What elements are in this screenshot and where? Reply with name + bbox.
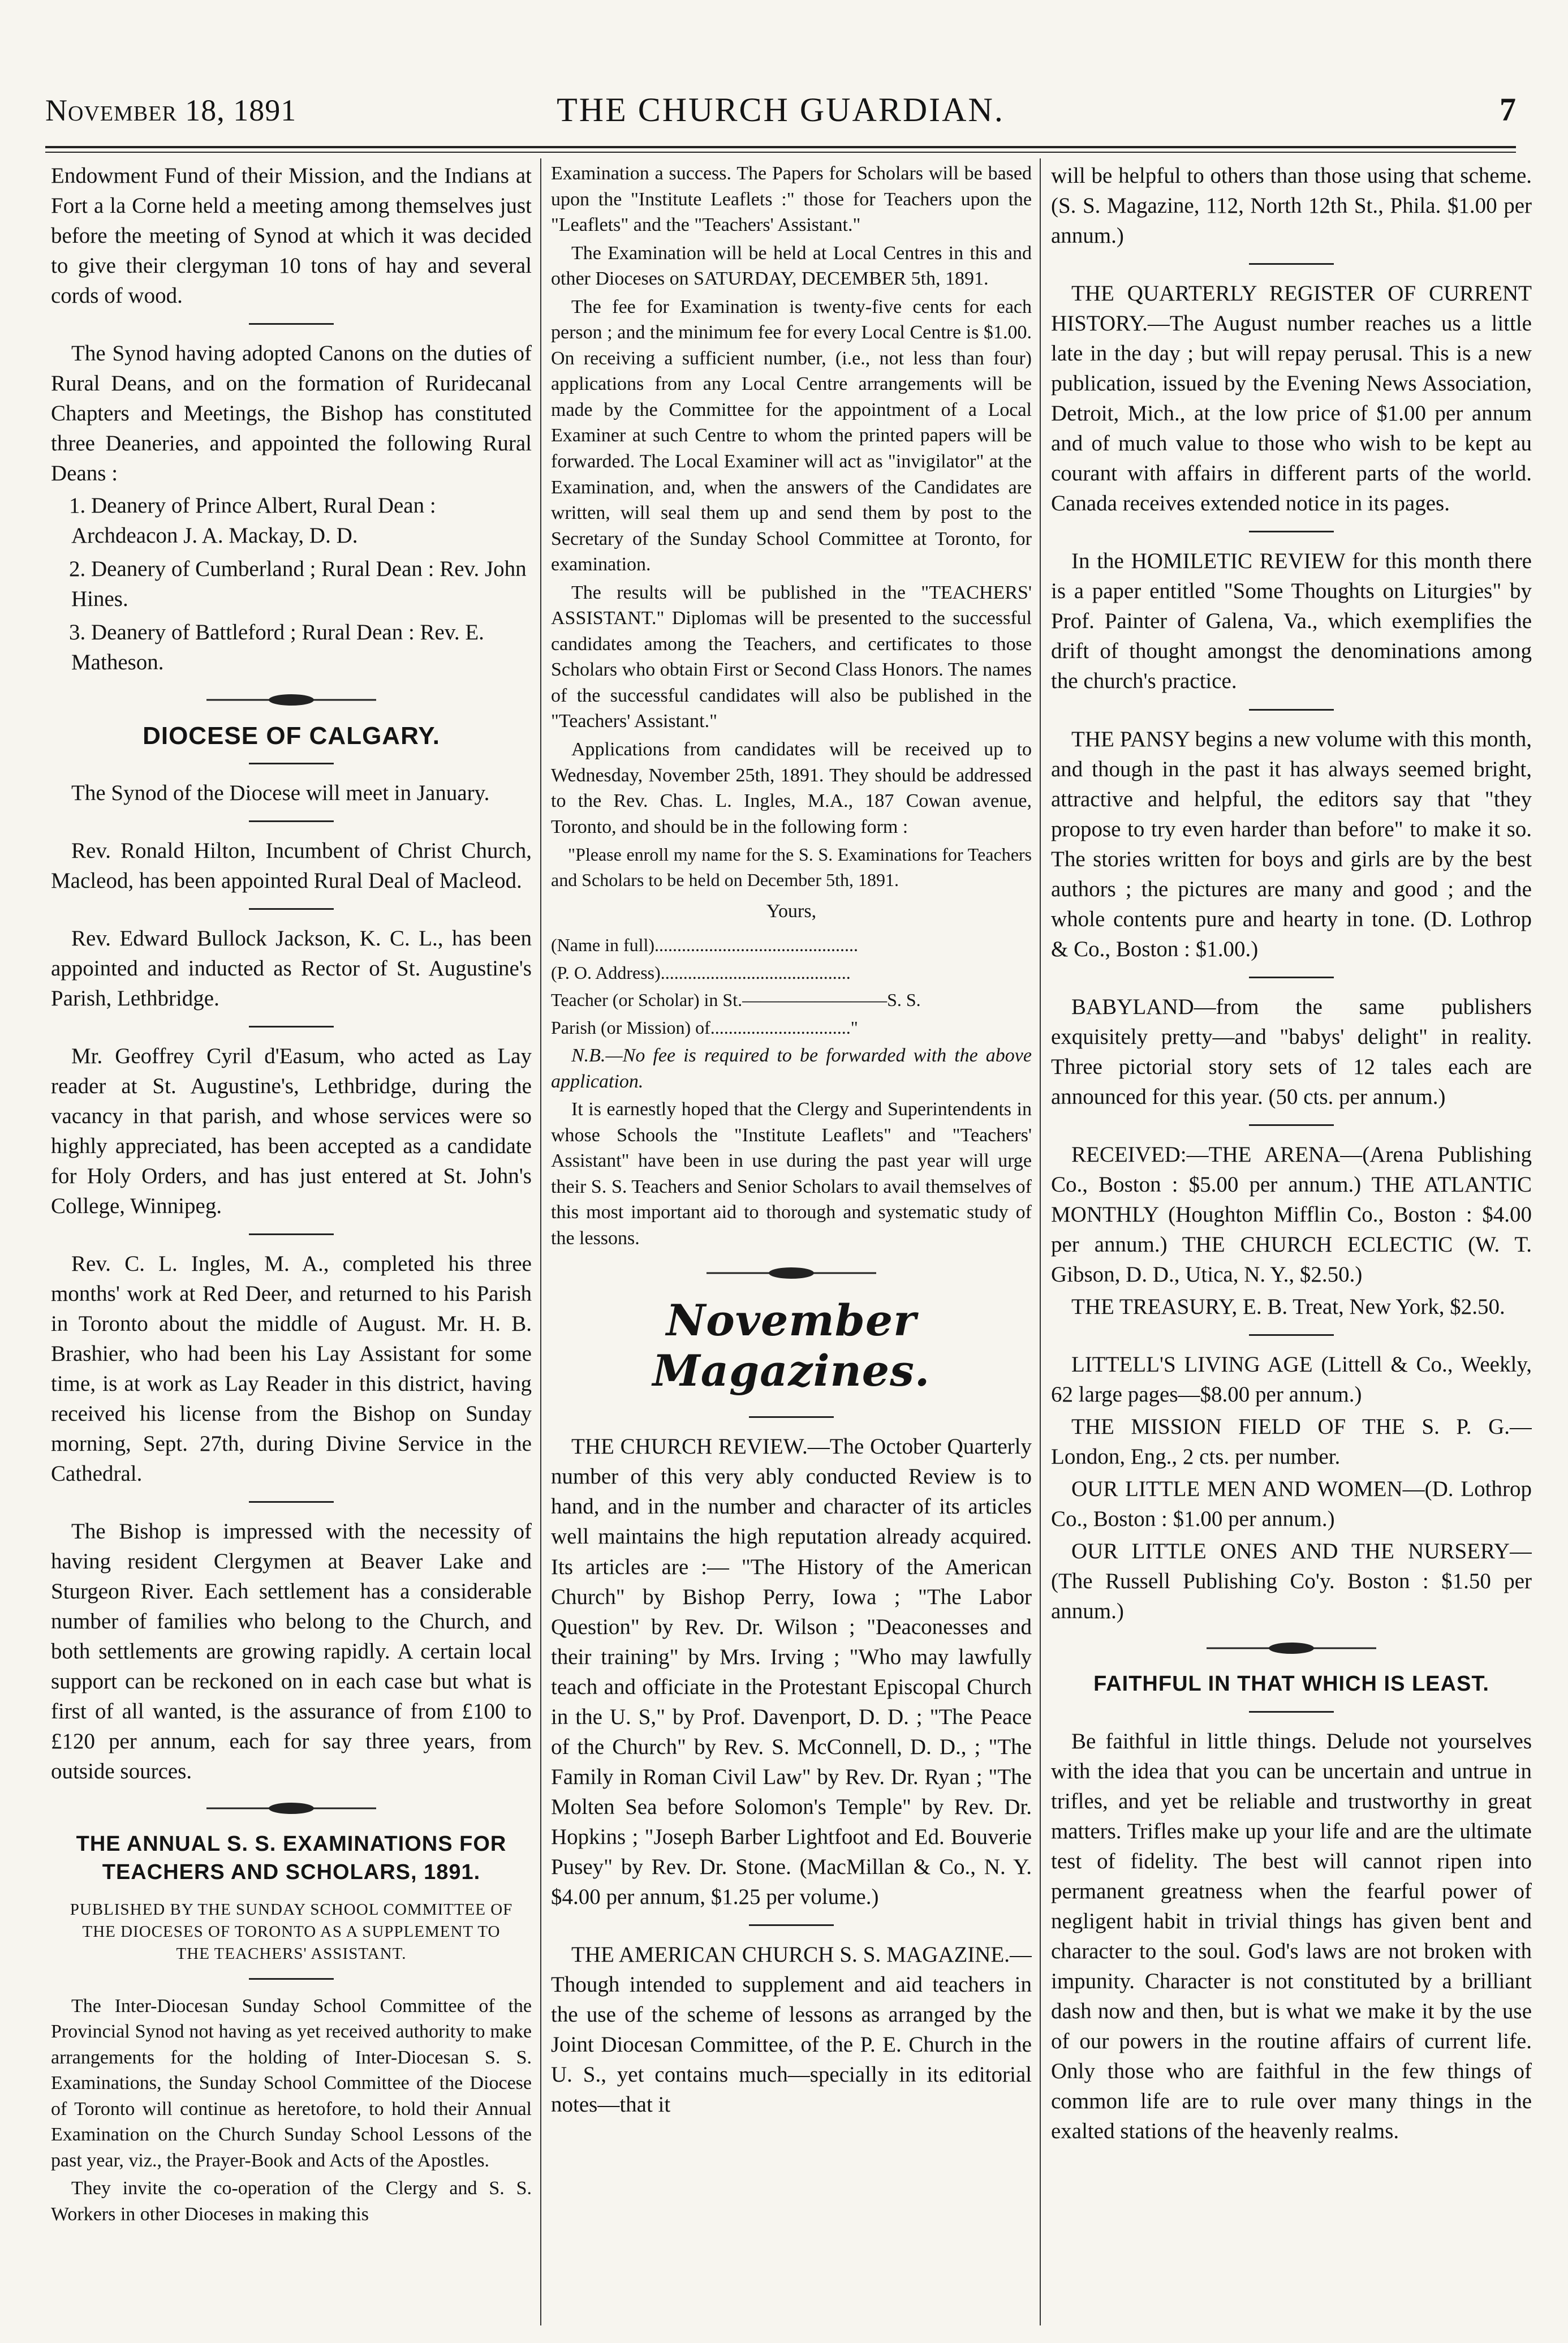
paragraph: The Synod of the Diocese will meet in January. (71, 780, 490, 805)
newspaper-title: THE CHURCH GUARDIAN. (557, 91, 1005, 128)
header-rule (45, 146, 1516, 148)
paragraph: The Examination will be held at Local Centres in this and other Dioceses on SATURDAY, DECEMBER 5th, 1891. (551, 242, 1032, 290)
paragraph: THE MISSION FIELD OF THE S. P. G.— London, Eng., 2 cts. per number. (1051, 1415, 1532, 1469)
column-1 (51, 161, 532, 2322)
list-item: 2. Deanery of Cumberland ; Rural Dean : Rev. John Hines. (69, 557, 527, 612)
list-item: 1. Deanery of Prince Albert, Rural Dean : Archdeacon J. A. Mackay, D. D. (69, 493, 436, 548)
separator-dash (249, 820, 334, 822)
subheading: PUBLISHED BY THE SUNDAY SCHOOL COMMITTEE OF THE DIOCESES OF TORONTO AS A SUPPLEMENT TO THE TEACHERS' ASSISTANT. (70, 1901, 513, 1963)
paragraph: will be helpful to others than those using that scheme. (S. S. Magazine, 112, North 12th St., Phila. $1.00 per annum.) (1051, 164, 1532, 248)
paragraph: THE CHURCH REVIEW.—The October Quarterly number of this very ably conducted Review is to hand, and in the number and character of its articles well maintains the high reputation already acquired. Its articles are :— "The History of the American Church" by Bishop Perry, Iowa ; "The Labor Question" by Rev. Dr. Wilson ; "Deaconesses and their training" by Mrs. Irving ; "Who may lawfully teach and officiate in the Protestant Episcopal Church in the U. S," by Prof. Davenport, D. D. ; "The Peace of the Church" by Rev. S. McConnell, D. D., ; "The Family in Roman Civil Law" by Rev. Dr. Ryan ; "The Molten Sea before Solomon's Temple" by Rev. Dr. Hopkins ; "Joseph Barber Lightfoot and Ed. Bouverie Pusey" by Rev. Dr. Stone. (MacMillan & Co., N. Y. $4.00 per annum, $1.25 per volume.) (551, 1434, 1032, 1909)
separator-dash (249, 763, 334, 764)
separator-dash (249, 1978, 334, 1980)
separator-dash (1249, 977, 1334, 978)
form-line: (Name in full)............................................. (551, 934, 859, 955)
paragraph: The Inter-Diocesan Sunday School Committee of the Provincial Synod not having as yet received authority to make arrangements for the holding of Inter-Diocesan S. S. Examinations, the Sunday School Committee of the Diocese of Toronto will continue as heretofore, to hold their Annual Examination on the Church Sunday School Lessons of the past year, viz., the Prayer-Book and Acts of the Apostles. (51, 1995, 532, 2171)
separator-dash (1249, 1711, 1334, 1713)
paragraph: In the HOMILETIC REVIEW for this month there is a paper entitled "Some Thoughts on Liturgies" by Prof. Painter of Galena, Va., which exemplifies the drift of thought amongst the denominations among the church's practice. (1051, 549, 1532, 694)
paragraph: Examination a success. The Papers for Scholars will be based upon the "Institute Leaflets :" those for Teachers upon the "Leaflets" and the "Teachers' Assistant." (551, 163, 1032, 236)
column-divider (540, 158, 541, 2325)
paragraph: Applications from candidates will be received up to Wednesday, November 25th, 1891. They should be addressed to the Rev. Chas. L. Ingles, M.A., 187 Cowan avenue, Toronto, and should be in the following form : (551, 739, 1032, 837)
paragraph: They invite the co-operation of the Clergy and S. S. Workers in other Dioceses in making this (51, 2178, 532, 2225)
paragraph: The results will be published in the "TEACHERS' ASSISTANT." Diplomas will be presented to the successful candidates among the Teachers, and certificates to those Scholars who obtain First or Second Class Honors. The names of the successful candidates will also be published in the "Teachers' Assistant." (551, 582, 1032, 732)
ornament-rule (1207, 1641, 1376, 1656)
paragraph: The fee for Examination is twenty-five cents for each person ; and the minimum fee for every Local Centre is $1.00. On receiving a sufficient number, (i.e., not less than four) applications from any Local Centre arrangements will be made by the Committee for the appointment of a Local Examiner at such Centre to whom the printed papers will be forwarded. The Local Examiner will act as "invigilator" at the Examination, and, when the answers of the Candidates are written, will seal them up and send them by post to the Secretary of the Sunday School Committee at Toronto, for examination. (551, 296, 1032, 575)
form-yours: Yours, (766, 900, 817, 922)
column-2 (551, 161, 1032, 2322)
paragraph: THE PANSY begins a new volume with this month, and though in the past it has always seemed bright, attractive and helpful, the editors say that "they propose to try even harder than before" to make it so. The stories written for boys and girls are by the best authors ; the pictures are many and good ; and the whole contents pure and hearty in tone. (D. Lothrop & Co., Boston : $1.00.) (1051, 726, 1532, 961)
ornament-rule (707, 1266, 876, 1280)
ornament-rule (206, 693, 376, 707)
header-rule-thin (45, 152, 1516, 153)
page-number: 7 (1500, 91, 1516, 128)
form-line: Teacher (or Scholar) in St.————————S. S. (551, 990, 921, 1011)
form-line: Parish (or Mission) of..............................." (551, 1017, 858, 1038)
paragraph: Mr. Geoffrey Cyril d'Easum, who acted as Lay reader at St. Augustine's, Lethbridge, during the vacancy in that parish, and whose services were so highly appreciated, has been accepted as a candidate for Holy Orders, and has just entered at St. John's College, Winnipeg. (51, 1043, 532, 1218)
section-heading: DIOCESE OF CALGARY. (143, 721, 440, 750)
separator-dash (749, 1416, 834, 1418)
nota-bene: N.B.—No fee is required to be forwarded with the above application. (551, 1045, 1032, 1092)
paragraph: OUR LITTLE ONES AND THE NURSERY—(The Russell Publishing Co'y. Boston : $1.50 per annum.) (1051, 1539, 1532, 1624)
list-item: 3. Deanery of Battleford ; Rural Dean : Rev. E. Matheson. (69, 620, 484, 675)
issue-date: November 18, 1891 (45, 93, 297, 127)
paragraph: THE QUARTERLY REGISTER OF CURRENT HISTORY.—The August number reaches us a little late in the day ; but will repay perusal. This is a new publication, issued by the Evening News Association, Detroit, Mich., at the low price of $1.00 per annum and of much value to those who wish to be kept au courant with affairs in different parts of the world. Canada receives extended notice in its pages. (1051, 281, 1532, 516)
separator-dash (1249, 263, 1334, 265)
separator-dash (249, 1233, 334, 1235)
paragraph: The Bishop is impressed with the necessity of having resident Clergymen at Beaver Lake and Sturgeon River. Each settlement has a considerable number of families who belong to the Church, and both settlements are growing rapidly. A certain local support can be reckoned on in each case but what is first of all wanted, is the assurance of from £100 to £120 per annum, each for say three years, from outside sources. (51, 1519, 532, 1784)
separator-dash (249, 1026, 334, 1028)
column-divider (1040, 158, 1041, 2325)
separator-dash (1249, 1334, 1334, 1336)
paragraph: Rev. C. L. Ingles, M. A., completed his three months' work at Red Deer, and returned to his Parish in Toronto about the middle of August. Mr. H. B. Brashier, who had been his Lay Assistant for some time, is at work as Lay Reader in this district, having received his license from the Bishop on Sunday morning, Sept. 27th, during Divine Service in the Cathedral. (51, 1251, 532, 1486)
paragraph: LITTELL'S LIVING AGE (Littell & Co., Weekly, 62 large pages—$8.00 per annum.) (1051, 1352, 1532, 1407)
paragraph: OUR LITTLE MEN AND WOMEN—(D. Lothrop Co., Boston : $1.00 per annum.) (1051, 1477, 1532, 1532)
paragraph: THE AMERICAN CHURCH S. S. MAGAZINE.—Though intended to supplement and aid teachers in the use of the scheme of lessons as arranged by the Joint Diocesan Committee, of the P. E. Church in the U. S., yet contains much—specially in its editorial notes—that it (551, 1942, 1032, 2117)
paragraph: Be faithful in little things. Delude not yourselves with the idea that you can be uncertain and untrue in trifles, and yet be reliable and trustworthy in great matters. Trifles make up your life and are the ultimate test of fidelity. The best will cannot ripen into permanent greatness when the fearful power of negligent habit in trivial things has given bent and character to the soul. God's laws are not broken with impunity. Character is not constituted by a brilliant dash now and then, but is what we make it by the use of our powers in the routine affairs of current life. Only those who are faithful in the few things of common life are to rule over many things in the exalted stations of the heavenly realms. (1051, 1729, 1532, 2144)
masthead (45, 85, 1516, 147)
separator-dash (1249, 531, 1334, 532)
separator-dash (249, 908, 334, 910)
section-heading: FAITHFUL IN THAT WHICH IS LEAST. (1093, 1672, 1489, 1696)
separator-dash (749, 1924, 834, 1926)
form-text: "Please enroll my name for the S. S. Examinations for Teachers and Scholars to be held on December 5th, 1891. (551, 844, 1032, 891)
paragraph: Rev. Ronald Hilton, Incumbent of Christ Church, Macleod, has been appointed Rural Deal of Macleod. (51, 838, 532, 893)
section-heading: November Magazines. (652, 1295, 931, 1396)
separator-dash (1249, 709, 1334, 711)
separator-dash (1249, 1124, 1334, 1126)
section-heading: THE ANNUAL S. S. EXAMINATIONS FOR TEACHERS AND SCHOLARS, 1891. (76, 1832, 507, 1884)
column-3 (1051, 161, 1532, 2322)
form-line: (P. O. Address).......................................... (551, 962, 851, 983)
separator-dash (249, 323, 334, 325)
paragraph: It is earnestly hoped that the Clergy and Superintendents in whose Schools the "Institute Leaflets" and "Teachers' Assistant" have been in use during the past year will urge their S. S. Teachers and Senior Scholars to avail themselves of this most important aid to thorough and systematic study of the lessons. (551, 1099, 1032, 1249)
ornament-rule (206, 1801, 376, 1816)
separator-dash (249, 1501, 334, 1503)
paragraph: Rev. Edward Bullock Jackson, K. C. L., has been appointed and inducted as Rector of St. Augustine's Parish, Lethbridge. (51, 926, 532, 1011)
paragraph: BABYLAND—from the same publishers exquisitely pretty—and "babys' delight" in reality. Three pictorial story sets of 12 tales each are announced for this year. (50 cts. per annum.) (1051, 994, 1532, 1109)
paragraph: The Synod having adopted Canons on the duties of Rural Deans, and on the formation of Ruridecanal Chapters and Meetings, the Bishop has constituted three Deaneries, and appointed the following Rural Deans : (51, 341, 532, 486)
paragraph: Endowment Fund of their Mission, and the Indians at Fort a la Corne held a meeting among themselves just before the meeting of Synod at which it was decided to give their clergyman 10 tons of hay and several cords of wood. (51, 164, 532, 308)
paragraph: RECEIVED:—THE ARENA—(Arena Publishing Co., Boston : $5.00 per annum.) THE ATLANTIC MONTHLY (Houghton Mifflin Co., Boston : $4.00 per annum.) THE CHURCH ECLECTIC (W. T. Gibson, D. D., Utica, N. Y., $2.50.) (1051, 1142, 1532, 1287)
paragraph: THE TREASURY, E. B. Treat, New York, $2.50. (1071, 1295, 1505, 1319)
